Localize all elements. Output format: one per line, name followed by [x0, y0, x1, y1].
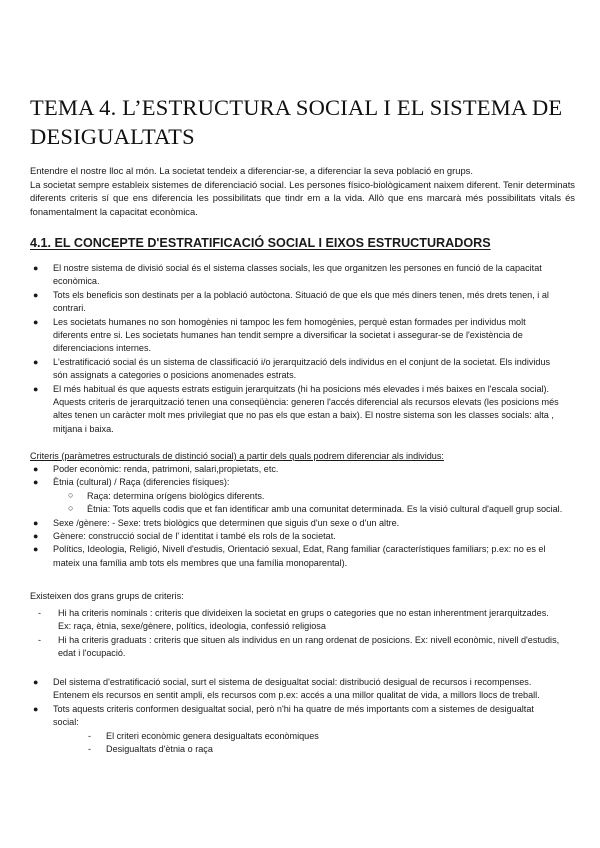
sub-list-item: ○ Raça: determina orígens biològics diferents.	[68, 489, 265, 501]
bullet-icon: ●	[33, 289, 39, 300]
list-item: - Hi ha criteris nominals : criteris que divideixen la societat en grups o categories que no estan inherentment jerarquitzades. Ex: raça, ètnia, sexe/gènere, polítics, ideologia, confessió religiosa	[38, 608, 549, 632]
list-item: ● Del sistema d'estratificació social, surt el sistema de desigualtat social: distribució desigual de recursos i recompenses. Entenem els recursos en sentit ampli, els recursos com p.ex: accés a una millor qualitat de vida, a millors llocs de treball.	[33, 677, 540, 701]
sub-list-item: - Desigualtats d'ètnia o raça	[30, 743, 560, 756]
dash-bullet-icon: -	[38, 608, 42, 618]
sub-list-item: - El criteri econòmic genera desigualtats econòmiques	[30, 730, 560, 743]
list-item: ● Gènere: construcció social de l' identitat i també els rols de la societat.	[30, 530, 565, 543]
systems-list	[30, 730, 560, 757]
bullet-icon: ●	[33, 316, 39, 327]
list-item: ● Les societats humanes no son homogènies ni tampoc les fem homogènies, perquè estan formades per individus molt diferents entre si. Les societats humanes han tendit sempre a diversificar la societat i assegurar-se de l'existència de diferenciacions internes.	[33, 316, 526, 354]
list-item: ● Poder econòmic: renda, patrimoni, salari,propietats, etc.	[30, 463, 565, 476]
dash-bullet-icon: -	[88, 730, 92, 741]
list-item: - Hi ha criteris graduats : criteris que situen als individus en un rang ordenat de posicions. Ex: nivell econòmic, nivell d'estudis, edat i l'ocupació.	[38, 634, 560, 659]
bullet-icon: ●	[33, 383, 39, 394]
sub-list-item: ○ Ètnia: Tots aquells codis que et fan identificar amb una comunitat determinada. Es la visió cultural d'aquell grup social.	[68, 503, 563, 515]
intro-paragraph: Entendre el nostre lloc al món. La societat tendeix a diferenciar-se, a diferenciar la seva població en grups.	[30, 165, 473, 176]
criteria-list	[30, 463, 565, 570]
list-item: ● L'estratificació social és un sistema de classificació i/o jerarquització dels individus en el conjunt de la societat. Els individus són assignats a categories o posicions anomenades estrats.	[33, 356, 551, 381]
circle-bullet-icon: ○	[68, 503, 74, 514]
intro-text	[30, 164, 575, 218]
inequality-list	[30, 676, 560, 756]
section-heading: 4.1. EL CONCEPTE D'ESTRATIFICACIÓ SOCIAL I EIXOS ESTRUCTURADORS	[30, 236, 491, 250]
bullet-icon: ●	[33, 263, 39, 273]
groups-list	[30, 607, 560, 661]
list-item: ● El nostre sistema de divisió social és el sistema classes socials, les que organitzen les persones en funció de la capacitat econòmica.	[33, 263, 542, 287]
bullet-icon: ●	[33, 703, 39, 714]
list-item: ● Tots aquests criteris conformen desigualtat social, però n'hi ha quatre de més importants com a sistemes de desigualtat social:	[33, 703, 534, 728]
intro-paragraph: La societat sempre estableix sistemes de diferenciació social. Les persones físico-biològicament naixem diferent. Tenir determinats diferents criteris sí que ens diferencia les possibilitats que tindr em a la vida. Allò que ens marcarà més possibilitats vitals és fonamentalment la capacitat econòmica.	[30, 178, 575, 217]
list-item: ● Sexe /gènere: - Sexe: trets biològics que determinen que siguis d'un sexe o d'un altre.	[30, 517, 565, 530]
bullet-icon: ●	[33, 544, 39, 555]
bullet-icon: ●	[33, 517, 39, 528]
list-item: ● Tots els beneficis son destinats per a la població autòctona. Situació de que els que més diners tenen, més drets tenen, i al contrari.	[33, 289, 549, 314]
dash-bullet-icon: -	[88, 744, 92, 755]
list-item: ● El més habitual és que aquests estrats estiguin jerarquitzats (hi ha posicions més elevades i més baixes en l'escala social). Aquests criteris de jerarquització tenen una conseqüència: generen l'accés diferencial als recursos elevats (les posicions més altes tenen un caràcter molt mes privilegiat que no pas els que estan a baix). El nostre sistema son les classes socials: alta , mitjana i baixa.	[33, 383, 559, 434]
bullet-list-concepts	[30, 262, 560, 436]
bullet-icon: ●	[33, 477, 39, 488]
groups-title: Existeixen dos grans grups de criteris:	[30, 591, 184, 601]
dash-bullet-icon: -	[38, 634, 42, 645]
bullet-icon: ●	[33, 677, 39, 687]
sub-list-etnia	[30, 490, 565, 517]
bullet-icon: ●	[33, 531, 39, 542]
list-item: ● Polítics, Ideologia, Religió, Nivell d'estudis, Orientació sexual, Edat, Rang familiar (característiques familiars; p.ex: no es el mateix una família amb tots els membres que una família monoparental).	[33, 544, 546, 568]
list-item: ● Ètnia (cultural) / Raça (diferencies físiques):	[30, 476, 565, 489]
criteria-title: Criteris (paràmetres estructurals de distinció social) a partir dels quals podrem diferenciar als individus:	[30, 451, 444, 461]
circle-bullet-icon: ○	[68, 489, 74, 500]
bullet-icon: ●	[33, 356, 39, 367]
bullet-icon: ●	[33, 464, 39, 474]
page-title: TEMA 4. L’ESTRUCTURA SOCIAL I EL SISTEMA DE DESIGUALTATS	[30, 95, 563, 149]
